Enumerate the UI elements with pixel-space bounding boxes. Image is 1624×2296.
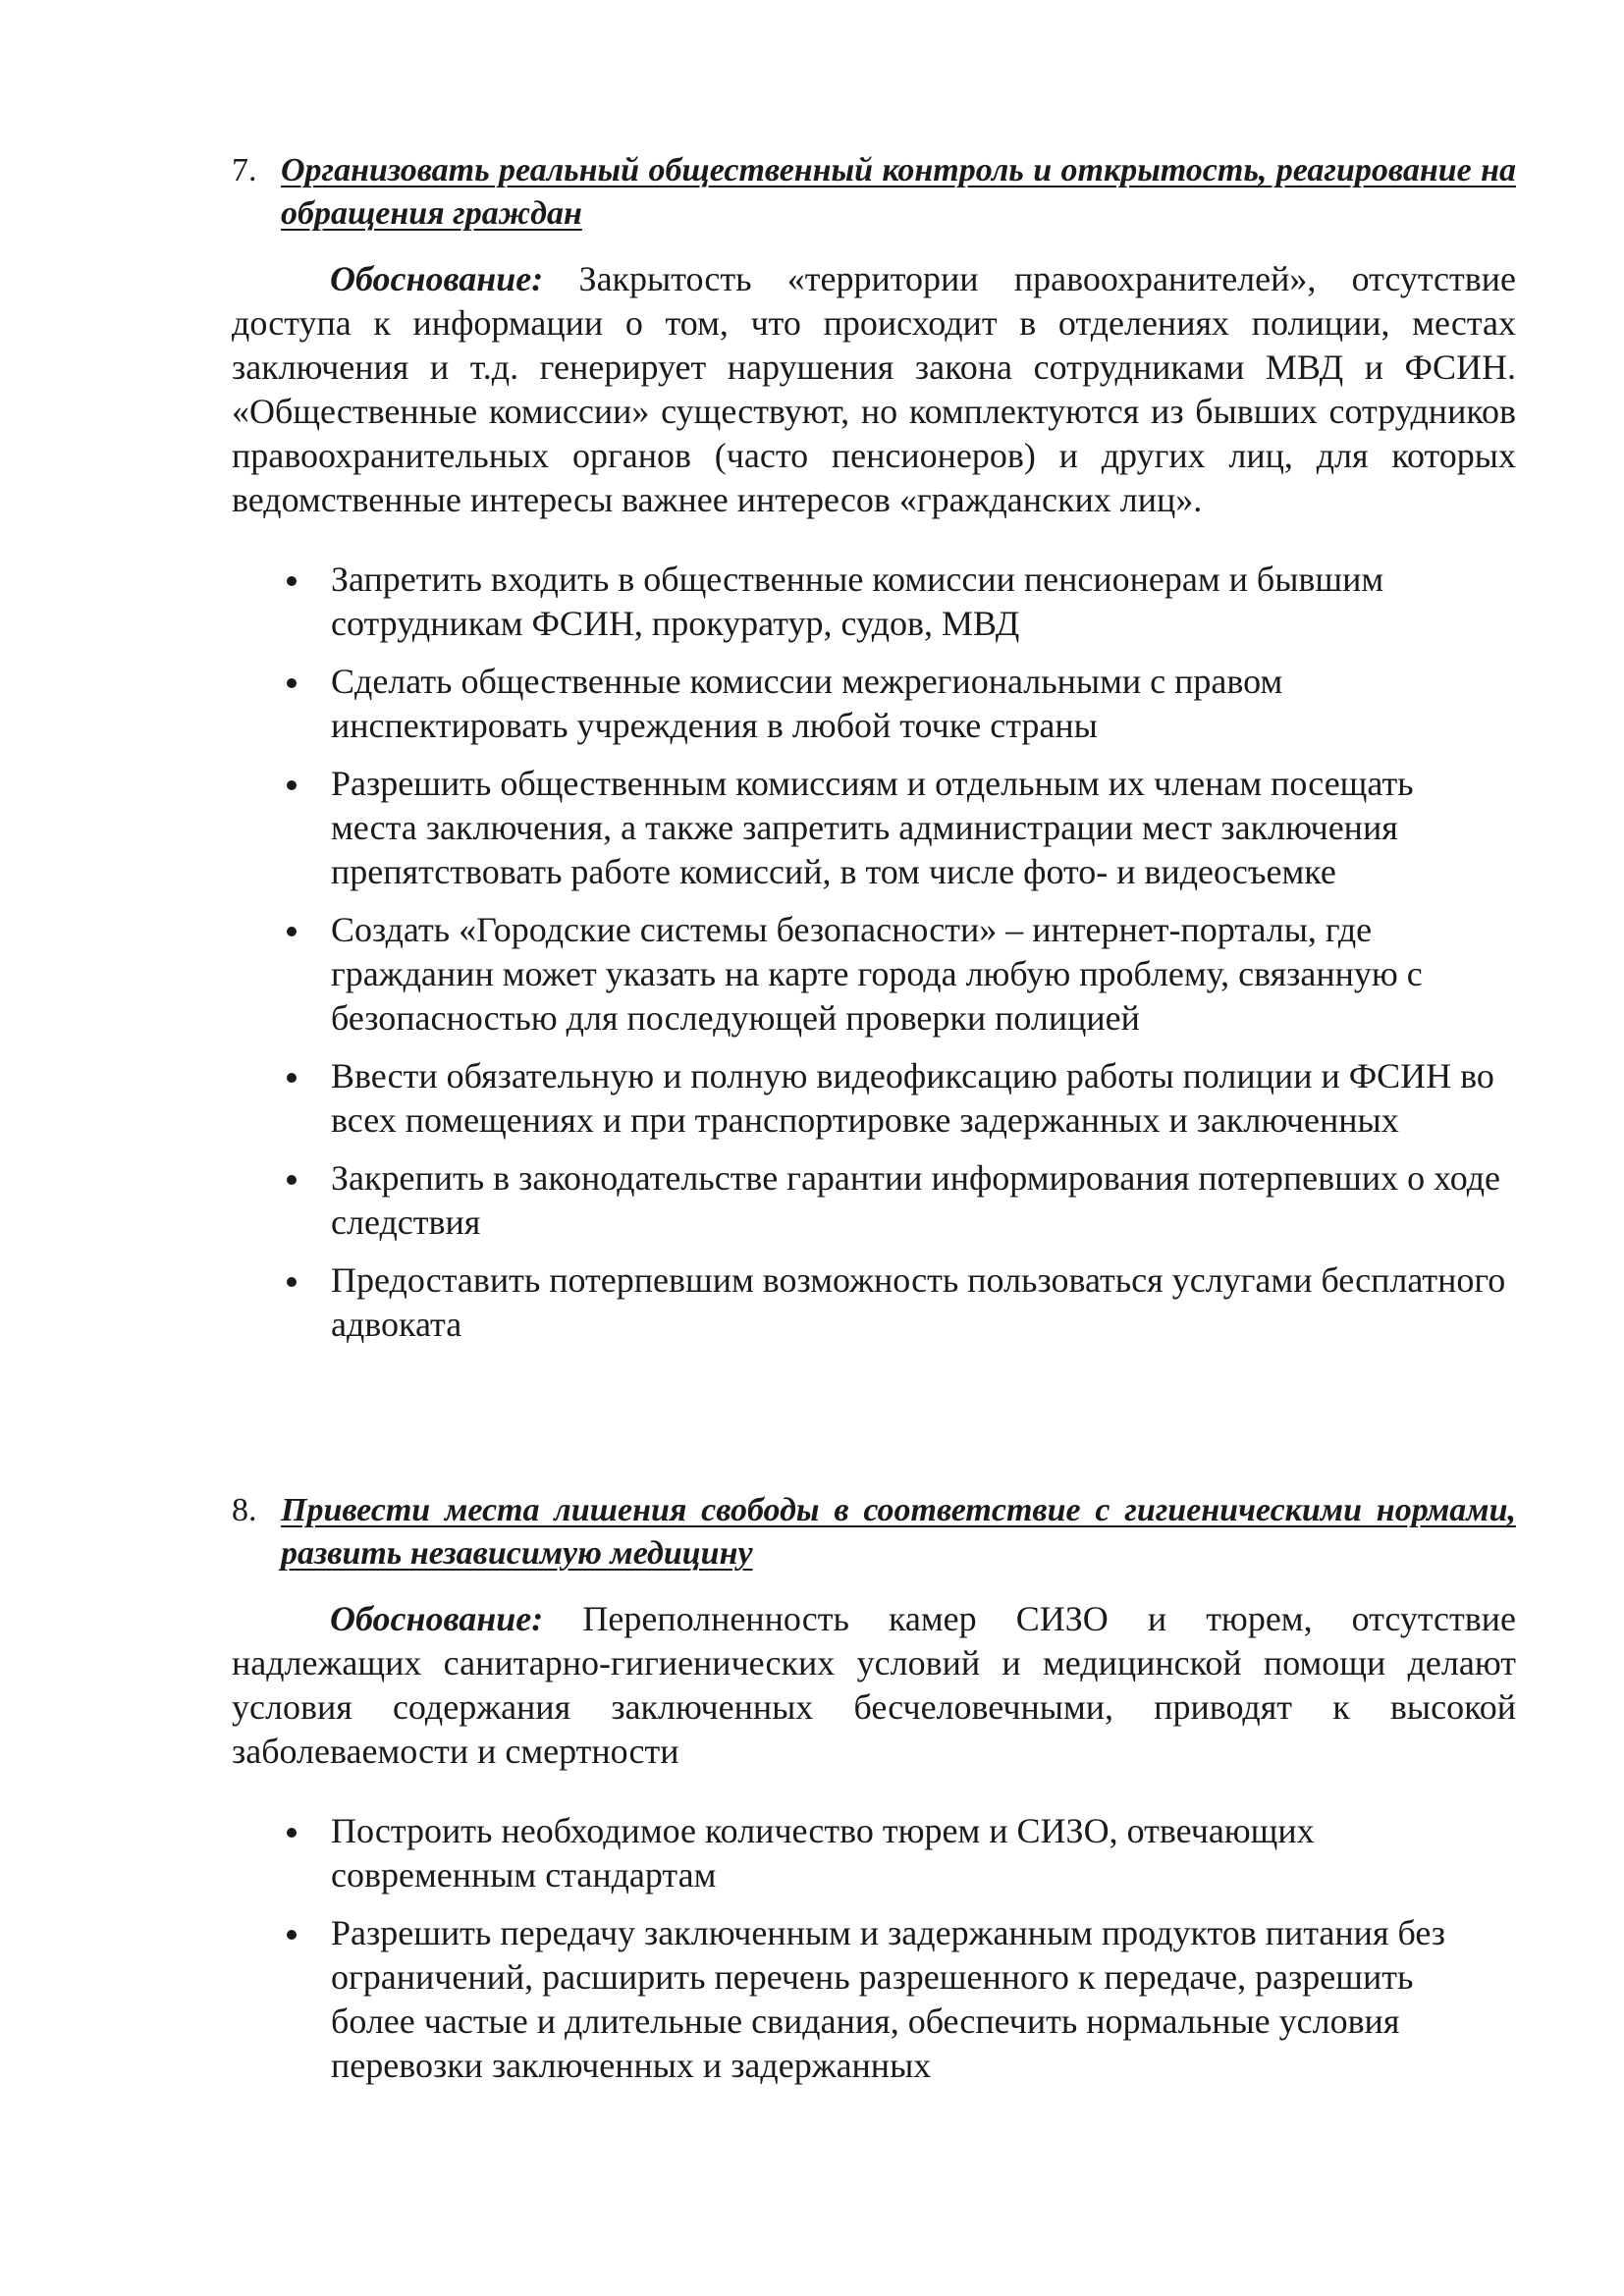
section-8 bbox=[232, 1489, 1516, 2102]
list-item bbox=[232, 660, 1516, 748]
list-item-text: Закрепить в законодательстве гарантии информирования потерпевших о ходе следствия bbox=[331, 1158, 1501, 1242]
list-item-text: Построить необходимое количество тюрем и СИЗО, отвечающих современным стандартам bbox=[331, 1811, 1315, 1895]
list-item bbox=[232, 1809, 1516, 1897]
bullet-icon bbox=[287, 1175, 297, 1185]
list-item-text: Разрешить передачу заключенным и задержанным продуктов питания без ограничений, расширить перечень разрешенного к передаче, разрешить более частые и длительные свидания, обеспечить нормальные условия перевозки заключенных и задержанных bbox=[331, 1913, 1445, 2085]
list-item bbox=[232, 1156, 1516, 1245]
list-item-text: Ввести обязательную и полную видеофиксацию работы полиции и ФСИН во всех помещениях и при транспортировке задержанных и заключенных bbox=[331, 1056, 1494, 1140]
bullet-icon bbox=[287, 927, 297, 936]
list-item-text: Создать «Городские системы безопасности» – интернет-порталы, где гражданин может указать на карте города любую проблему, связанную с безопасностью для последующей проверки полицией bbox=[331, 910, 1423, 1038]
list-item bbox=[232, 762, 1516, 894]
section-7 bbox=[232, 149, 1516, 1361]
rationale-paragraph bbox=[232, 1597, 1516, 1774]
section-heading bbox=[232, 149, 1516, 236]
rationale-label: Обоснование: bbox=[330, 259, 544, 298]
bullet-icon bbox=[287, 1930, 297, 1940]
bullet-icon bbox=[287, 1277, 297, 1287]
rationale-paragraph bbox=[232, 257, 1516, 522]
list-item-text: Запретить входить в общественные комиссии пенсионерам и бывшим сотрудникам ФСИН, прокуратур, судов, МВД bbox=[331, 560, 1384, 643]
rationale-text: Закрытость «территории правоохранителей», отсутствие доступа к информации о том, что происходит в отделениях полиции, местах заключения и т.д. генерирует нарушения закона сотрудниками МВД и ФСИН. «Общественные комиссии» существуют, но комплектуются из бывших сотрудников правоохранительных органов (часто пенсионеров) и других лиц, для которых ведомственные интересы важнее интересов «гражданских лиц». bbox=[232, 259, 1516, 519]
section-title: Организовать реальный общественный контроль и открытость, реагирование на обращения граждан bbox=[281, 152, 1516, 232]
list-item-text: Предоставить потерпевшим возможность пользоваться услугами бесплатного адвоката bbox=[331, 1260, 1506, 1344]
rationale-text: Переполненность камер СИЗО и тюрем, отсутствие надлежащих санитарно-гигиенических условий и медицинской помощи делают условия содержания заключенных бесчеловечными, приводят к высокой заболеваемости и смертности bbox=[232, 1599, 1516, 1771]
list-item-text: Разрешить общественным комиссиям и отдельным их членам посещать места заключения, а также запретить администрации мест заключения препятствовать работе комиссий, в том числе фото- и видеосъемке bbox=[331, 764, 1414, 891]
list-item bbox=[232, 1911, 1516, 2088]
bullet-icon bbox=[287, 1828, 297, 1838]
section-number: 8. bbox=[232, 1492, 257, 1528]
section-title: Привести места лишения свободы в соответствие с гигиеническими нормами, развить независимую медицину bbox=[281, 1492, 1516, 1572]
bullet-icon bbox=[287, 1073, 297, 1083]
bullet-icon bbox=[287, 678, 297, 688]
list-item bbox=[232, 1054, 1516, 1143]
list-item bbox=[232, 908, 1516, 1041]
list-item bbox=[232, 558, 1516, 646]
list-item-text: Сделать общественные комиссии межрегиональными с правом инспектировать учреждения в любой точке страны bbox=[331, 662, 1283, 745]
section-number: 7. bbox=[232, 152, 257, 188]
section-heading bbox=[232, 1489, 1516, 1575]
proposal-list bbox=[232, 558, 1516, 1347]
rationale-label: Обоснование: bbox=[330, 1599, 544, 1638]
proposal-list bbox=[232, 1809, 1516, 2088]
list-item bbox=[232, 1258, 1516, 1347]
bullet-icon bbox=[287, 576, 297, 586]
bullet-icon bbox=[287, 780, 297, 790]
